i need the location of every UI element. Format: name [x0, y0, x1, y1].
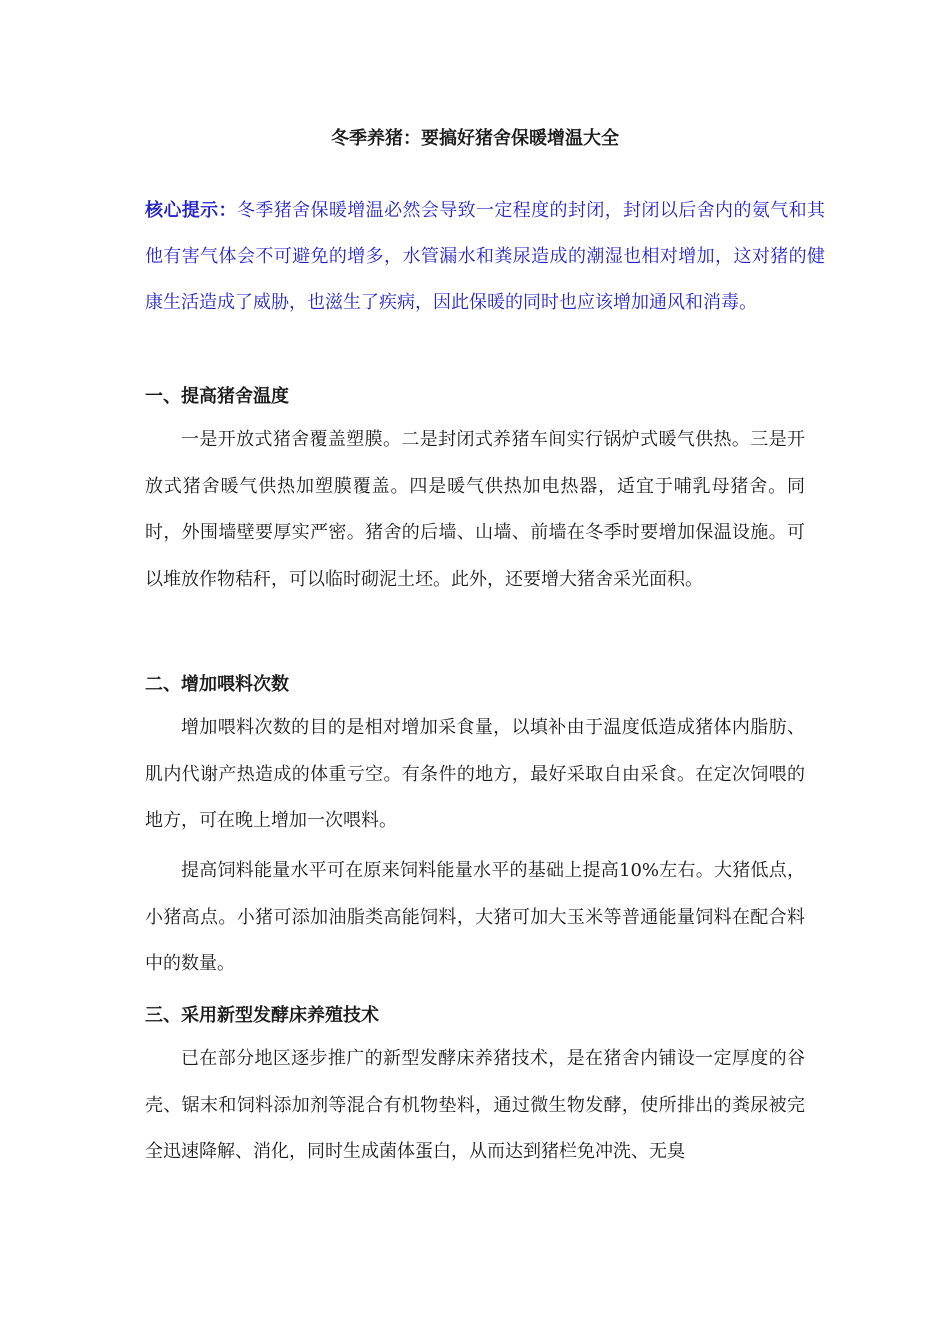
section-2-paragraph-1: 增加喂料次数的目的是相对增加采食量，以填补由于温度低造成猪体内脂肪、肌内代谢产热造成的体重亏空。有条件的地方，最好采取自由采食。在定次饲喂的地方，可在晚上增加一次喂料。 — [145, 717, 805, 831]
document-title: 冬季养猪：要搞好猪舍保暖增温大全 — [331, 128, 619, 149]
summary-text: 冬季猪舍保暖增温必然会导致一定程度的封闭，封闭以后舍内的氨气和其他有害气体会不可避免的增多，水管漏水和粪尿造成的潮湿也相对增加，这对猪的健康生活造成了威胁，也滋生了疾病，因此保暖的同时也应该增加通风和消毒。 — [145, 200, 826, 313]
core-summary — [145, 188, 825, 326]
section-1-paragraph-1: 一是开放式猪舍覆盖塑膜。二是封闭式养猪车间实行锅炉式暖气供热。三是开放式猪舍暖气供热加塑膜覆盖。四是暖气供热加电热器，适宜于哺乳母猪舍。同时，外围墙壁要厚实严密。猪舍的后墙、山墙、前墙在冬季时要增加保温设施。可以堆放作物秸秆，可以临时砌泥土坯。此外，还要增大猪舍采光面积。 — [145, 429, 805, 590]
section-heading-1: 一、提高猪舍温度 — [145, 386, 289, 407]
summary-label: 核心提示： — [145, 200, 237, 221]
section-heading-3: 三、采用新型发酵床养殖技术 — [145, 1005, 379, 1026]
section-3-paragraph-1: 已在部分地区逐步推广的新型发酵床养猪技术，是在猪舍内铺设一定厚度的谷壳、锯末和饲料添加剂等混合有机物垫料，通过微生物发酵，使所排出的粪尿被完全迅速降解、消化，同时生成菌体蛋白，从而达到猪栏免冲洗、无臭 — [145, 1048, 805, 1162]
section-2-paragraph-2: 提高饲料能量水平可在原来饲料能量水平的基础上提高10%左右。大猪低点，小猪高点。小猪可添加油脂类高能饲料，大猪可加大玉米等普通能量饲料在配合料中的数量。 — [145, 860, 805, 974]
section-heading-2: 二、增加喂料次数 — [145, 674, 289, 695]
